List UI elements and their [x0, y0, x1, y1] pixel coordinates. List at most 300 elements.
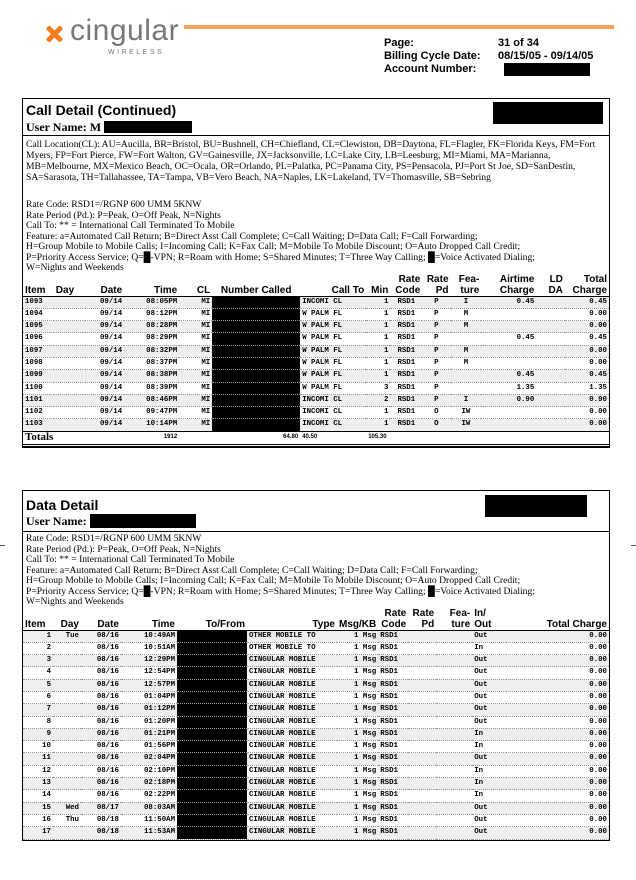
table-cell: 1 Msg: [337, 765, 378, 777]
table-row: [23, 704, 609, 716]
col-feature: Fea- ture: [436, 608, 472, 631]
to-from-redacted: [177, 679, 247, 691]
table-cell: [408, 741, 436, 753]
table-cell: [54, 407, 85, 419]
col-rate-code: Rate Code: [378, 608, 408, 631]
table-cell: 09/14: [85, 333, 125, 345]
rate-legend-line: H=Group Mobile to Mobile Calls; I=Incoming Call; K=Fax Call; M=Mobile To Mobile Discount; O=Auto Dropped Call Credit;: [26, 241, 521, 252]
table-cell: 1 Msg: [337, 667, 378, 679]
table-cell: 11:50AM: [121, 814, 177, 826]
table-cell: MI: [179, 321, 212, 333]
table-cell: 13: [23, 778, 53, 790]
rate-legend-line: Feature: a=Automated Call Return; B=Direct Asst Call Complete; C=Call Waiting; D=Data Call; F=Call Forwarding;: [26, 564, 478, 576]
table-cell: Out: [472, 630, 506, 642]
table-cell: MI: [179, 357, 212, 369]
table-cell: RSD1: [378, 630, 408, 642]
table-cell: 02:10PM: [121, 765, 177, 777]
table-row: [23, 370, 609, 382]
table-cell: M: [451, 345, 482, 357]
table-cell: 17: [23, 827, 53, 839]
account-number-label: Account Number:: [384, 63, 477, 75]
table-cell: 08/17: [81, 802, 121, 814]
rate-legend-line: Rate Code: RSD1=/RGNP 600 UMM 5KNW: [26, 199, 202, 210]
col-airtime: Airtime Charge: [481, 274, 536, 297]
table-row: [23, 667, 609, 679]
table-cell: Out: [472, 827, 506, 839]
table-cell: 1: [366, 407, 390, 419]
col-in-out: In/ Out: [472, 608, 506, 631]
table-row: [23, 345, 609, 357]
table-cell: 0.45: [565, 370, 609, 382]
rate-legend-line: Call To: ** = International Call Terminated To Mobile: [26, 554, 235, 565]
table-row: [23, 679, 609, 691]
to-from-redacted: [177, 655, 247, 667]
table-cell: P: [422, 382, 450, 394]
table-cell: [436, 802, 472, 814]
user-name-redacted: [90, 514, 196, 528]
table-cell: [436, 827, 472, 839]
table-cell: RSD1: [390, 345, 422, 357]
table-cell: CINGULAR MOBILE: [247, 765, 337, 777]
table-cell: 7: [23, 704, 53, 716]
table-cell: 08/16: [81, 655, 121, 667]
data-rate-legend: [23, 534, 609, 608]
table-cell: Thu: [53, 814, 81, 826]
table-cell: 09/14: [85, 321, 125, 333]
table-cell: [408, 630, 436, 642]
table-cell: [536, 321, 565, 333]
table-cell: I: [451, 394, 482, 406]
table-cell: 1: [366, 296, 390, 308]
table-cell: [54, 370, 85, 382]
table-cell: [54, 333, 85, 345]
table-row: [23, 802, 609, 814]
table-cell: 1 Msg: [337, 704, 378, 716]
table-cell: 2: [23, 642, 53, 654]
data-detail-section: [22, 490, 610, 841]
number-called-redacted: [212, 345, 300, 357]
table-cell: 01:12PM: [121, 704, 177, 716]
table-cell: 12:57PM: [121, 679, 177, 691]
table-cell: [53, 765, 81, 777]
table-cell: MI: [179, 345, 212, 357]
table-cell: W PALM FL: [300, 345, 366, 357]
call-rate-legend: [23, 200, 609, 274]
table-cell: Out: [472, 716, 506, 728]
table-cell: I: [451, 296, 482, 308]
page-label: Page:: [384, 37, 414, 49]
table-row: [23, 296, 609, 308]
table-cell: [53, 827, 81, 839]
table-cell: 1 Msg: [337, 655, 378, 667]
number-called-redacted: [212, 296, 300, 308]
table-cell: 1.35: [481, 382, 536, 394]
table-cell: [436, 778, 472, 790]
table-cell: 02:22PM: [121, 790, 177, 802]
col-ld-da: LD DA: [536, 274, 565, 297]
table-cell: RSD1: [378, 642, 408, 654]
table-cell: 08:28PM: [124, 321, 179, 333]
table-cell: 16: [23, 814, 53, 826]
table-cell: 09/14: [85, 407, 125, 419]
col-msg-kb: Msg/KB: [337, 608, 378, 631]
rate-legend-line: P=Priority Access Service; Q=█-VPN; R=Roam with Home; S=Shared Minutes; T=Three Way Calling; █=Voice Activated Dialing;: [26, 585, 535, 597]
table-cell: CINGULAR MOBILE: [247, 778, 337, 790]
table-cell: MI: [179, 419, 212, 431]
table-cell: Out: [472, 704, 506, 716]
to-from-redacted: [177, 691, 247, 703]
table-cell: [436, 630, 472, 642]
table-cell: 1 Msg: [337, 753, 378, 765]
table-cell: Out: [472, 679, 506, 691]
table-cell: [408, 728, 436, 740]
table-row: [23, 321, 609, 333]
user-name-label: User Name:: [26, 514, 87, 528]
table-row: [23, 753, 609, 765]
table-cell: 0.00: [506, 765, 609, 777]
table-cell: P: [422, 345, 450, 357]
table-cell: 0.00: [565, 407, 609, 419]
table-cell: [408, 765, 436, 777]
table-cell: 2: [366, 394, 390, 406]
table-cell: P: [422, 394, 450, 406]
table-cell: Wed: [53, 802, 81, 814]
table-cell: [451, 370, 482, 382]
table-row: [23, 778, 609, 790]
table-cell: [53, 753, 81, 765]
col-date: Date: [81, 608, 121, 631]
table-cell: [53, 704, 81, 716]
table-cell: CINGULAR MOBILE: [247, 802, 337, 814]
table-cell: RSD1: [378, 790, 408, 802]
table-cell: [54, 345, 85, 357]
to-from-redacted: [177, 667, 247, 679]
table-cell: 02:04PM: [121, 753, 177, 765]
table-cell: 1103: [23, 419, 54, 431]
totals-label: Totals: [23, 431, 124, 445]
table-cell: RSD1: [378, 655, 408, 667]
table-cell: 0.00: [565, 357, 609, 369]
table-cell: [53, 642, 81, 654]
table-row: [23, 308, 609, 320]
margin-tick: [631, 545, 636, 546]
table-cell: CINGULAR MOBILE: [247, 716, 337, 728]
table-cell: [53, 716, 81, 728]
table-cell: 0.00: [506, 691, 609, 703]
table-cell: 09/14: [85, 419, 125, 431]
table-cell: 0.00: [506, 814, 609, 826]
brand-tagline: WIRELESS: [108, 49, 165, 56]
table-cell: 09:47PM: [124, 407, 179, 419]
table-cell: Out: [472, 667, 506, 679]
table-cell: 08/18: [81, 827, 121, 839]
account-number-redacted: [504, 63, 590, 76]
totals-ld: 40.50: [300, 431, 366, 445]
table-cell: 1: [366, 321, 390, 333]
table-cell: 11:53AM: [121, 827, 177, 839]
table-cell: CINGULAR MOBILE: [247, 655, 337, 667]
table-cell: M: [451, 321, 482, 333]
table-cell: RSD1: [390, 394, 422, 406]
table-cell: In: [472, 790, 506, 802]
number-called-redacted: [212, 419, 300, 431]
table-cell: 0.00: [506, 630, 609, 642]
table-cell: 08:32PM: [124, 345, 179, 357]
table-cell: [408, 802, 436, 814]
table-cell: 1: [366, 357, 390, 369]
table-cell: 0.00: [506, 642, 609, 654]
table-cell: 09/14: [85, 296, 125, 308]
page-value: 31 of 34: [498, 37, 539, 49]
table-cell: 3: [23, 655, 53, 667]
table-cell: [536, 296, 565, 308]
table-cell: [536, 419, 565, 431]
table-row: [23, 642, 609, 654]
table-cell: 1.35: [565, 382, 609, 394]
table-cell: W PALM FL: [300, 382, 366, 394]
table-cell: 0.45: [481, 370, 536, 382]
table-cell: 0.00: [506, 704, 609, 716]
to-from-redacted: [177, 716, 247, 728]
col-item: Item: [23, 274, 54, 297]
table-cell: RSD1: [378, 741, 408, 753]
col-type: Type: [247, 608, 337, 631]
table-cell: RSD1: [390, 382, 422, 394]
table-cell: [536, 333, 565, 345]
table-cell: INCOMI CL: [300, 407, 366, 419]
table-cell: 1 Msg: [337, 716, 378, 728]
table-cell: [408, 679, 436, 691]
table-cell: [54, 394, 85, 406]
totals-min: 1912: [124, 431, 179, 445]
user-name-label: User Name: M: [26, 120, 102, 134]
table-cell: 08:12PM: [124, 308, 179, 320]
header-divider: [184, 25, 614, 29]
table-cell: RSD1: [378, 827, 408, 839]
totals-airtime: 64.80: [179, 431, 300, 445]
table-cell: [481, 308, 536, 320]
table-cell: INCOMI CL: [300, 419, 366, 431]
rate-legend-line: Rate Code: RSD1=/RGNP 600 UMM 5KNW: [26, 533, 202, 544]
table-cell: 09/14: [85, 308, 125, 320]
table-cell: IW: [451, 407, 482, 419]
table-cell: RSD1: [378, 679, 408, 691]
table-cell: 0.00: [565, 308, 609, 320]
table-cell: [436, 642, 472, 654]
table-cell: Out: [472, 814, 506, 826]
table-cell: 08/16: [81, 741, 121, 753]
table-cell: RSD1: [390, 407, 422, 419]
to-from-redacted: [177, 728, 247, 740]
table-cell: 1098: [23, 357, 54, 369]
table-cell: W PALM FL: [300, 333, 366, 345]
table-cell: 0.00: [506, 741, 609, 753]
table-cell: MI: [179, 296, 212, 308]
table-cell: 9: [23, 728, 53, 740]
table-cell: [536, 308, 565, 320]
table-cell: 1 Msg: [337, 679, 378, 691]
table-cell: P: [422, 308, 450, 320]
table-row: [23, 790, 609, 802]
table-cell: 08/16: [81, 704, 121, 716]
totals-row: [23, 431, 609, 445]
table-cell: [53, 655, 81, 667]
table-cell: 0.00: [506, 716, 609, 728]
table-cell: 0.90: [565, 394, 609, 406]
table-cell: CINGULAR MOBILE: [247, 741, 337, 753]
table-cell: 0.45: [481, 296, 536, 308]
table-cell: [54, 419, 85, 431]
table-cell: [408, 814, 436, 826]
table-cell: [436, 655, 472, 667]
table-cell: 1097: [23, 345, 54, 357]
table-cell: MI: [179, 370, 212, 382]
table-cell: 10:51AM: [121, 642, 177, 654]
table-cell: [54, 296, 85, 308]
table-cell: 1: [366, 345, 390, 357]
table-cell: MI: [179, 308, 212, 320]
table-cell: RSD1: [390, 333, 422, 345]
table-cell: 1099: [23, 370, 54, 382]
table-cell: [481, 321, 536, 333]
table-cell: [408, 753, 436, 765]
table-cell: 1 Msg: [337, 728, 378, 740]
table-cell: 1 Msg: [337, 814, 378, 826]
table-cell: RSD1: [390, 370, 422, 382]
table-cell: Tue: [53, 630, 81, 642]
table-cell: 0.00: [506, 790, 609, 802]
table-cell: 0.00: [565, 419, 609, 431]
table-cell: RSD1: [378, 765, 408, 777]
table-cell: 08:38PM: [124, 370, 179, 382]
col-rate-pd: Rate Pd: [408, 608, 436, 631]
table-cell: Out: [472, 691, 506, 703]
to-from-redacted: [177, 778, 247, 790]
table-cell: W PALM FL: [300, 357, 366, 369]
table-cell: 1096: [23, 333, 54, 345]
table-cell: 1 Msg: [337, 630, 378, 642]
table-row: [23, 655, 609, 667]
table-cell: 15: [23, 802, 53, 814]
table-cell: 1 Msg: [337, 802, 378, 814]
table-cell: 08/16: [81, 642, 121, 654]
number-called-redacted: [212, 308, 300, 320]
table-row: [23, 333, 609, 345]
table-cell: 1 Msg: [337, 778, 378, 790]
col-time: Time: [124, 274, 179, 297]
table-row: [23, 419, 609, 431]
table-cell: 1 Msg: [337, 691, 378, 703]
number-called-redacted: [212, 370, 300, 382]
table-cell: RSD1: [390, 321, 422, 333]
table-row: [23, 357, 609, 369]
table-cell: [408, 655, 436, 667]
table-cell: 1093: [23, 296, 54, 308]
table-row: [23, 728, 609, 740]
table-cell: RSD1: [378, 778, 408, 790]
table-cell: [436, 728, 472, 740]
call-detail-table: [23, 274, 609, 447]
to-from-redacted: [177, 704, 247, 716]
table-cell: P: [422, 321, 450, 333]
table-row: [23, 407, 609, 419]
table-cell: 1 Msg: [337, 790, 378, 802]
user-name-redacted: [104, 121, 192, 133]
table-cell: [436, 753, 472, 765]
table-cell: RSD1: [378, 704, 408, 716]
to-from-redacted: [177, 741, 247, 753]
table-cell: 08/16: [81, 667, 121, 679]
table-cell: In: [472, 778, 506, 790]
table-cell: 12:54PM: [121, 667, 177, 679]
table-cell: In: [472, 765, 506, 777]
table-cell: 1102: [23, 407, 54, 419]
table-cell: W PALM FL: [300, 308, 366, 320]
table-cell: [481, 407, 536, 419]
rate-legend-line: W=Nights and Weekends: [26, 596, 124, 607]
table-cell: CINGULAR MOBILE: [247, 679, 337, 691]
table-cell: W PALM FL: [300, 321, 366, 333]
table-cell: 09/14: [85, 357, 125, 369]
table-row: [23, 765, 609, 777]
table-cell: RSD1: [390, 357, 422, 369]
table-row: [23, 691, 609, 703]
to-from-redacted: [177, 790, 247, 802]
table-cell: [54, 357, 85, 369]
table-cell: CINGULAR MOBILE: [247, 704, 337, 716]
table-cell: O: [422, 407, 450, 419]
table-cell: [408, 704, 436, 716]
table-cell: [451, 333, 482, 345]
table-cell: [54, 308, 85, 320]
table-cell: 08/16: [81, 728, 121, 740]
rate-legend-line: H=Group Mobile to Mobile Calls; I=Incoming Call; K=Fax Call; M=Mobile To Mobile Discount; O=Auto Dropped Call Credit;: [26, 575, 521, 586]
table-cell: O: [422, 419, 450, 431]
rate-legend-line: Call To: ** = International Call Terminated To Mobile: [26, 220, 235, 231]
table-cell: RSD1: [378, 814, 408, 826]
col-time: Time: [121, 608, 177, 631]
table-cell: 08/16: [81, 753, 121, 765]
number-called-redacted: [212, 357, 300, 369]
table-row: [23, 630, 609, 642]
number-called-redacted: [212, 333, 300, 345]
table-cell: 1 Msg: [337, 827, 378, 839]
table-cell: 09/14: [85, 382, 125, 394]
table-cell: [408, 827, 436, 839]
table-cell: 01:20PM: [121, 716, 177, 728]
table-cell: 1095: [23, 321, 54, 333]
table-cell: Out: [472, 802, 506, 814]
table-cell: 12: [23, 765, 53, 777]
col-call-to: Call To: [300, 274, 366, 297]
to-from-redacted: [177, 630, 247, 642]
table-cell: 10: [23, 741, 53, 753]
table-cell: P: [422, 333, 450, 345]
billing-cycle-value: 08/15/05 - 09/14/05: [498, 50, 594, 62]
table-cell: M: [451, 357, 482, 369]
col-day: Day: [53, 608, 81, 631]
table-cell: [53, 667, 81, 679]
col-total: Total Charge: [565, 274, 609, 297]
table-cell: [53, 691, 81, 703]
table-cell: [408, 642, 436, 654]
table-cell: [436, 667, 472, 679]
table-cell: [536, 370, 565, 382]
table-cell: 1 Msg: [337, 741, 378, 753]
table-cell: M: [451, 308, 482, 320]
table-cell: 0.00: [506, 753, 609, 765]
table-cell: 08:39PM: [124, 382, 179, 394]
